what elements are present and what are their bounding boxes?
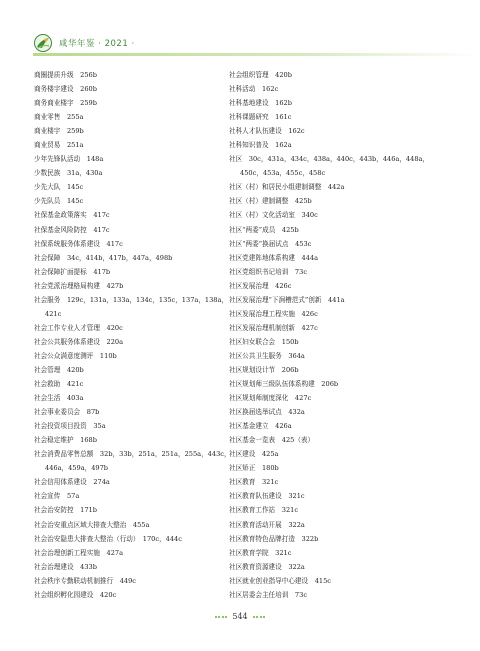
index-entry: 社区教育工作站 321c (229, 506, 299, 515)
index-entry: 社会组织管理 420b (229, 71, 292, 79)
index-entry: 社区建设 425a (229, 450, 279, 459)
index-column-right (229, 68, 429, 602)
index-entry: 社会生活 403a (34, 394, 84, 403)
index-entry: 社会治安重点区域大排查大整治 455a (34, 520, 150, 529)
index-entry: 商务楼宇建设 260b (34, 85, 97, 94)
index-column-left (34, 68, 234, 602)
index-entry: 社区（村）和居民小组建制调整 442a (229, 183, 345, 192)
index-entry: 社区发展治理工程实施 426c (229, 309, 318, 318)
index-entry: 社会保障 34c，414b，417b，447a，498b (34, 253, 173, 262)
page-number: 544 (232, 612, 248, 621)
index-entry: 社区规划师三级队伍体系构建 206b (229, 380, 339, 389)
index-entry: 社会治理建设 433b (34, 562, 97, 571)
index-entry: 商务商业楼宇 259b (34, 99, 97, 108)
index-entry: 社区党建阵地体系构建 444a (229, 253, 319, 262)
index-entry: 少数民族 31a，430a (34, 169, 103, 178)
index-entry: 社科课题研究 161c (229, 113, 292, 122)
index-entry: 社科人才队伍建设 162c (229, 127, 305, 136)
index-entry: 社会工作专业人才管理 420c (34, 323, 123, 332)
index-entry: 社会治理创新工程实施 427a (34, 548, 124, 557)
index-entry: 少先队员 145c (34, 197, 84, 206)
index-entry: 社保基金政策落实 417c (34, 211, 110, 220)
index-entry: 社会救助 421c (34, 380, 84, 389)
index-entry: 商业零售 255a (34, 113, 84, 122)
index-entry: 社区教育资源建设 322a (229, 562, 305, 571)
index-entry: 社区居委会主任培训 73c (229, 590, 308, 599)
index-entry: 社会宣传 57a (34, 492, 80, 501)
index-entry: 社区基金建立 426a (229, 422, 292, 431)
index-entry: 社会服务 129c，131a，133a，134c，135c，137a，138a， (34, 295, 229, 304)
yearbook-logo-icon (33, 33, 53, 53)
index-entry: 社会信用体系建设 274a (34, 478, 110, 487)
index-entry: 社科知识普及 162a (229, 141, 292, 150)
index-entry: 社会投资项目投资 35a (34, 422, 106, 431)
index-entry: 社区（村）建制调整 425b (229, 197, 312, 206)
index-entry: 社会治安防控 171b (34, 506, 97, 515)
index-entry: 社保基金风险防控 417c (34, 225, 110, 234)
index-entry: 社会公共服务体系建设 220a (34, 337, 124, 346)
index-entry: 社区发展治理“下涧槽范式”创新 441a (229, 295, 345, 304)
index-entry: 社会治安隐患大排查大整治（行动） 170c，444c (34, 534, 182, 543)
index-entry: 社区矫正 180b (229, 464, 279, 473)
index-entry: 社会事业委员会 87b (34, 408, 100, 417)
index-entry: 社区（村）文化活动室 340c (229, 211, 318, 220)
index-entry: 社会管理 420b (34, 365, 84, 374)
index-entry-continuation: 421c (45, 309, 62, 318)
index-entry: 商圈提质升级 256b (34, 71, 97, 79)
index-entry: 社区公共卫生服务 364a (229, 351, 305, 360)
index-entry: 社区教育学院 321c (229, 548, 292, 557)
index-entry: 社区规划设计节 206b (229, 365, 299, 374)
header-rule (33, 53, 480, 56)
index-entry: 社区党组织书记培训 73c (229, 267, 308, 276)
index-entry: 社科活动 162c (229, 85, 279, 94)
index-entry: 社区发展治理 426c (229, 281, 292, 290)
index-entry: 社区教育活动开展 322a (229, 520, 305, 529)
index-entry: 社会公众满意度测评 110b (34, 351, 117, 360)
page-footer (0, 612, 480, 621)
index-entry: 商业楼宇 259b (34, 127, 84, 136)
index-entry: 社会秩序专勤联动机制推行 449c (34, 576, 136, 585)
index-entry: 社会组织孵化园建设 420c (34, 590, 117, 599)
index-entry: 社区教育特色品牌打造 322b (229, 534, 319, 543)
index-entry: 社区规划师制度深化 427c (229, 394, 312, 403)
index-entry-continuation: 450c，453a，455c，458c (240, 169, 326, 178)
index-entry: 社区“两委”换届试点 453c (229, 239, 312, 248)
index-entry: 社会消费品零售总额 32b，33b，251a，251a，255a，443c， (34, 450, 231, 459)
index-entry: 少先大队 145c (34, 183, 84, 192)
index-entry: 社区换届选举试点 432a (229, 408, 305, 417)
index-entry: 社会稳定维护 168b (34, 436, 97, 445)
footer-ornament-left (215, 616, 227, 618)
index-entry: 商业贸易 251a (34, 141, 84, 150)
index-entry: 社科基地建设 162b (229, 99, 292, 108)
index-entry: 社区妇女联合会 150b (229, 337, 299, 346)
footer-ornament-right (253, 616, 265, 618)
index-entry: 少年先锋队活动 148a (34, 155, 104, 164)
index-entry: 社会保障扩面提标 417b (34, 267, 111, 276)
index-entry: 社保系统服务体系建设 417c (34, 239, 123, 248)
index-entry: 社会党派治理格局构建 427b (34, 281, 124, 290)
index-entry: 社区就业创业指导中心建设 415c (229, 576, 331, 585)
index-entry: 社区基金一览表 425（表） (229, 436, 315, 445)
header-title: 咸华年鉴 · 2021 · (59, 39, 135, 49)
index-entry-continuation: 446a，459a，497b (45, 464, 109, 473)
index-entry: 社区发展治理机制创新 427c (229, 323, 318, 332)
page-header (33, 33, 135, 53)
index-entry: 社区“两委”成员 425b (229, 225, 299, 234)
index-entry: 社区教育 321c (229, 478, 279, 487)
index-entry: 社区 30c，431a，434c，438a，440c，443b，446a，448a， (229, 155, 430, 164)
index-entry: 社区教育队伍建设 321c (229, 492, 305, 501)
